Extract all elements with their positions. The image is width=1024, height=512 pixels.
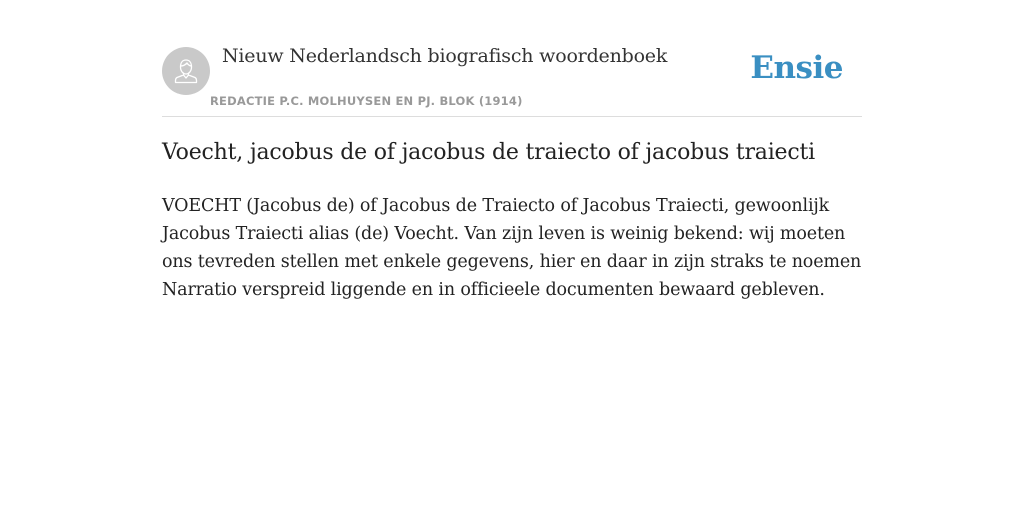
avatar[interactable] <box>162 47 210 95</box>
person-placeholder-icon <box>171 56 201 86</box>
source-title[interactable]: Nieuw Nederlandsch biografisch woordenboek <box>222 45 668 67</box>
article-title: Voecht, jacobus de of jacobus de traiecto of jacobus traiecti <box>162 140 815 165</box>
brand-logo[interactable]: Ensie <box>750 50 843 86</box>
source-subtitle: REDACTIE P.C. MOLHUYSEN EN PJ. BLOK (1914) <box>210 94 523 108</box>
source-header <box>162 0 862 117</box>
article-body: VOECHT (Jacobus de) of Jacobus de Traiecto of Jacobus Traiecti, gewoonlijk Jacobus Traiecti alias (de) Voecht. Van zijn leven is weinig bekend: wij moeten ons tevreden stellen met enkele gegevens, hier en daar in zijn straks te noemen Narratio verspreid liggende en in officieele documenten bewaard gebleven. <box>162 196 862 300</box>
page <box>162 0 862 512</box>
